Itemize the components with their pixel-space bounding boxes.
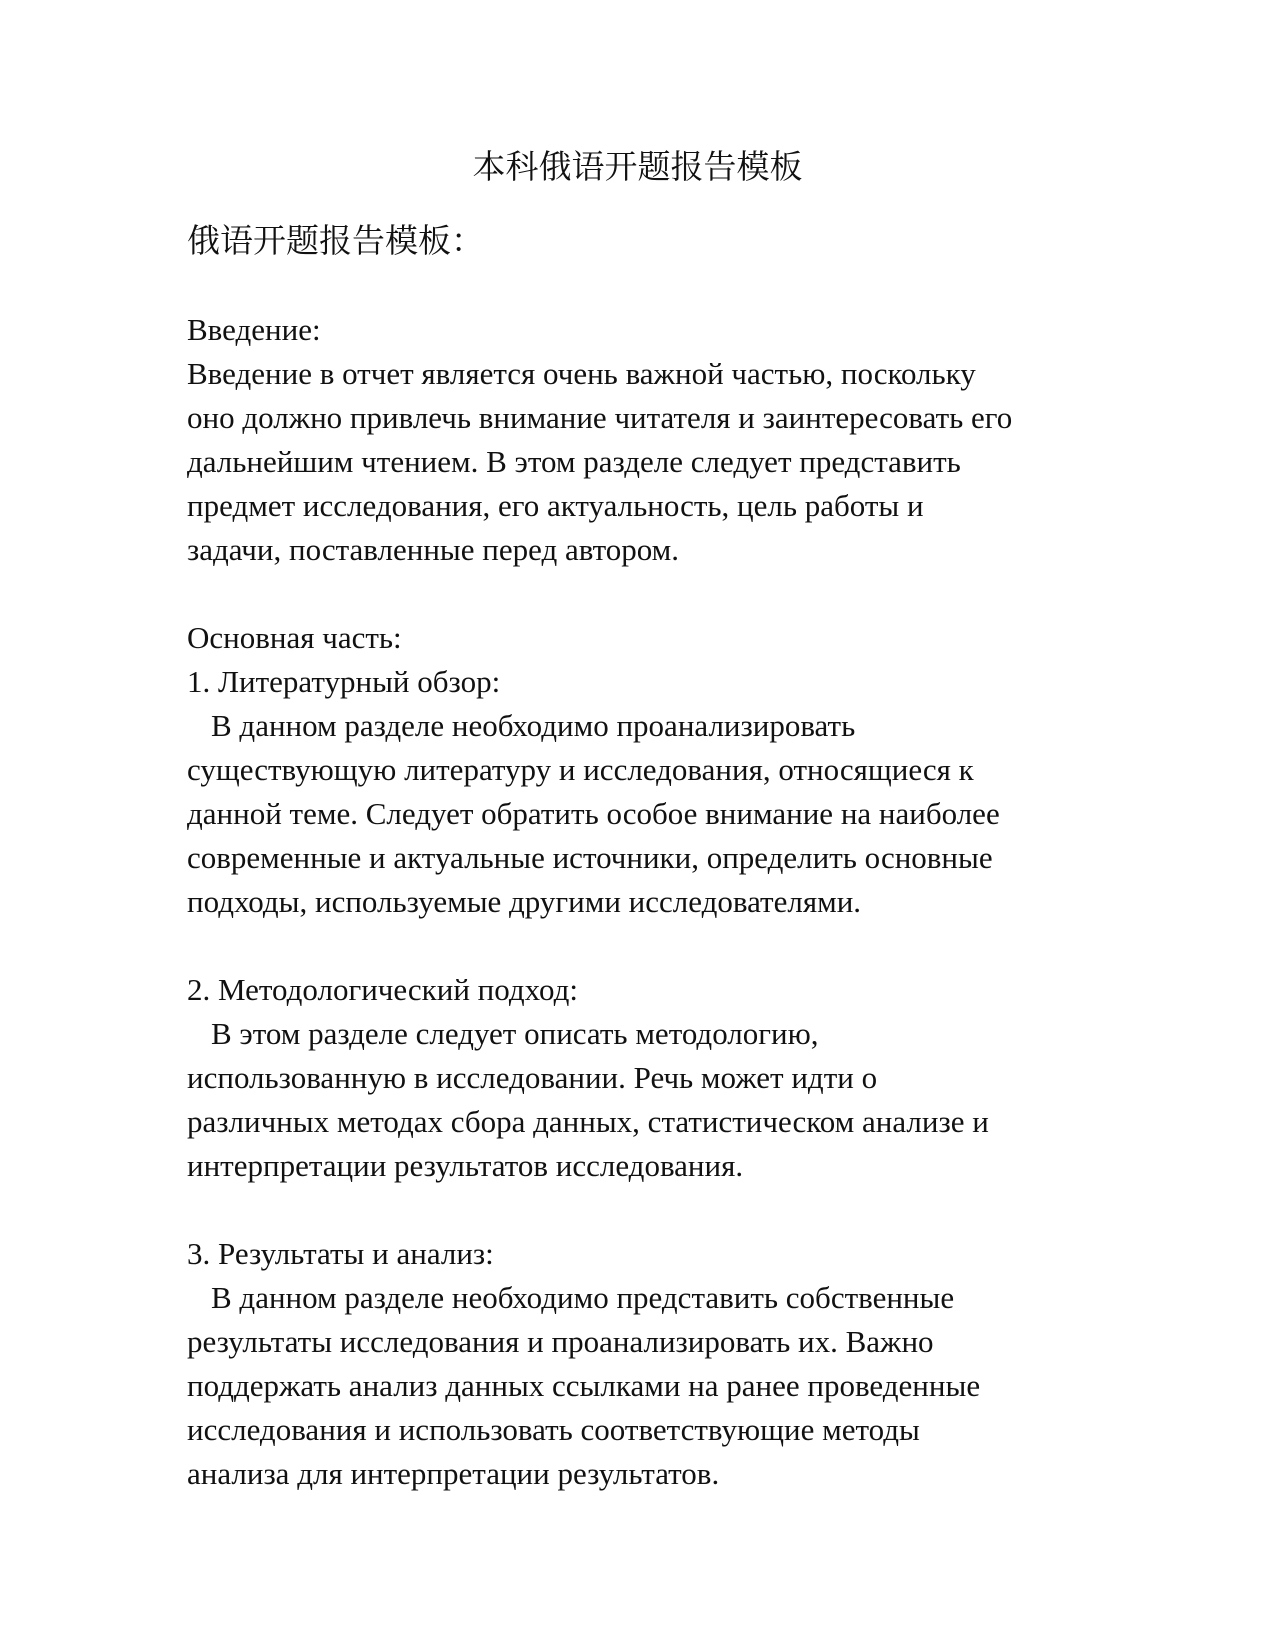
- results-subsection: [187, 1232, 1087, 1496]
- document-title: 本科俄语开题报告模板: [472, 150, 803, 186]
- literature-review-line: подходы, используемые другими исследователями.: [187, 884, 862, 919]
- results-line: поддержать анализ данных ссылками на ранее проведенные: [187, 1368, 981, 1403]
- spacer: [187, 264, 1087, 308]
- spacer: [187, 1188, 1087, 1232]
- methodology-subsection: [187, 968, 1087, 1188]
- literature-review-line: существующую литературу и исследования, относящиеся к: [187, 752, 974, 787]
- methodology-heading: 2. Методологический подход:: [187, 972, 578, 1007]
- introduction-line: Введение в отчет является очень важной частью, поскольку: [187, 356, 976, 391]
- spacer: [187, 924, 1087, 968]
- spacer: [187, 572, 1087, 616]
- methodology-line: В этом разделе следует описать методологию,: [211, 1016, 819, 1051]
- results-line: результаты исследования и проанализировать их. Важно: [187, 1324, 934, 1359]
- methodology-line: интерпретации результатов исследования.: [187, 1148, 744, 1183]
- results-line: анализа для интерпретации результатов.: [187, 1456, 720, 1491]
- introduction-section: [187, 308, 1087, 572]
- main-part-section: [187, 616, 1087, 1496]
- results-line: В данном разделе необходимо представить собственные: [211, 1280, 955, 1315]
- main-part-heading: Основная часть:: [187, 620, 402, 655]
- introduction-line: дальнейшим чтением. В этом разделе следует представить: [187, 444, 961, 479]
- introduction-heading: Введение:: [187, 312, 321, 347]
- literature-review-line: современные и актуальные источники, определить основные: [187, 840, 993, 875]
- introduction-line: задачи, поставленные перед автором.: [187, 532, 680, 567]
- introduction-line: предмет исследования, его актуальность, цель работы и: [187, 488, 924, 523]
- document-body: [187, 220, 1087, 1496]
- methodology-line: использованную в исследовании. Речь может идти о: [187, 1060, 878, 1095]
- document-subtitle: 俄语开题报告模板：: [187, 224, 484, 260]
- literature-review-heading: 1. Литературный обзор:: [187, 664, 501, 699]
- introduction-line: оно должно привлечь внимание читателя и заинтересовать его: [187, 400, 1013, 435]
- results-heading: 3. Результаты и анализ:: [187, 1236, 494, 1271]
- literature-review-subsection: [187, 660, 1087, 924]
- literature-review-line: данной теме. Следует обратить особое внимание на наиболее: [187, 796, 1000, 831]
- methodology-line: различных методах сбора данных, статистическом анализе и: [187, 1104, 989, 1139]
- results-line: исследования и использовать соответствующие методы: [187, 1412, 920, 1447]
- literature-review-line: В данном разделе необходимо проанализировать: [211, 708, 856, 743]
